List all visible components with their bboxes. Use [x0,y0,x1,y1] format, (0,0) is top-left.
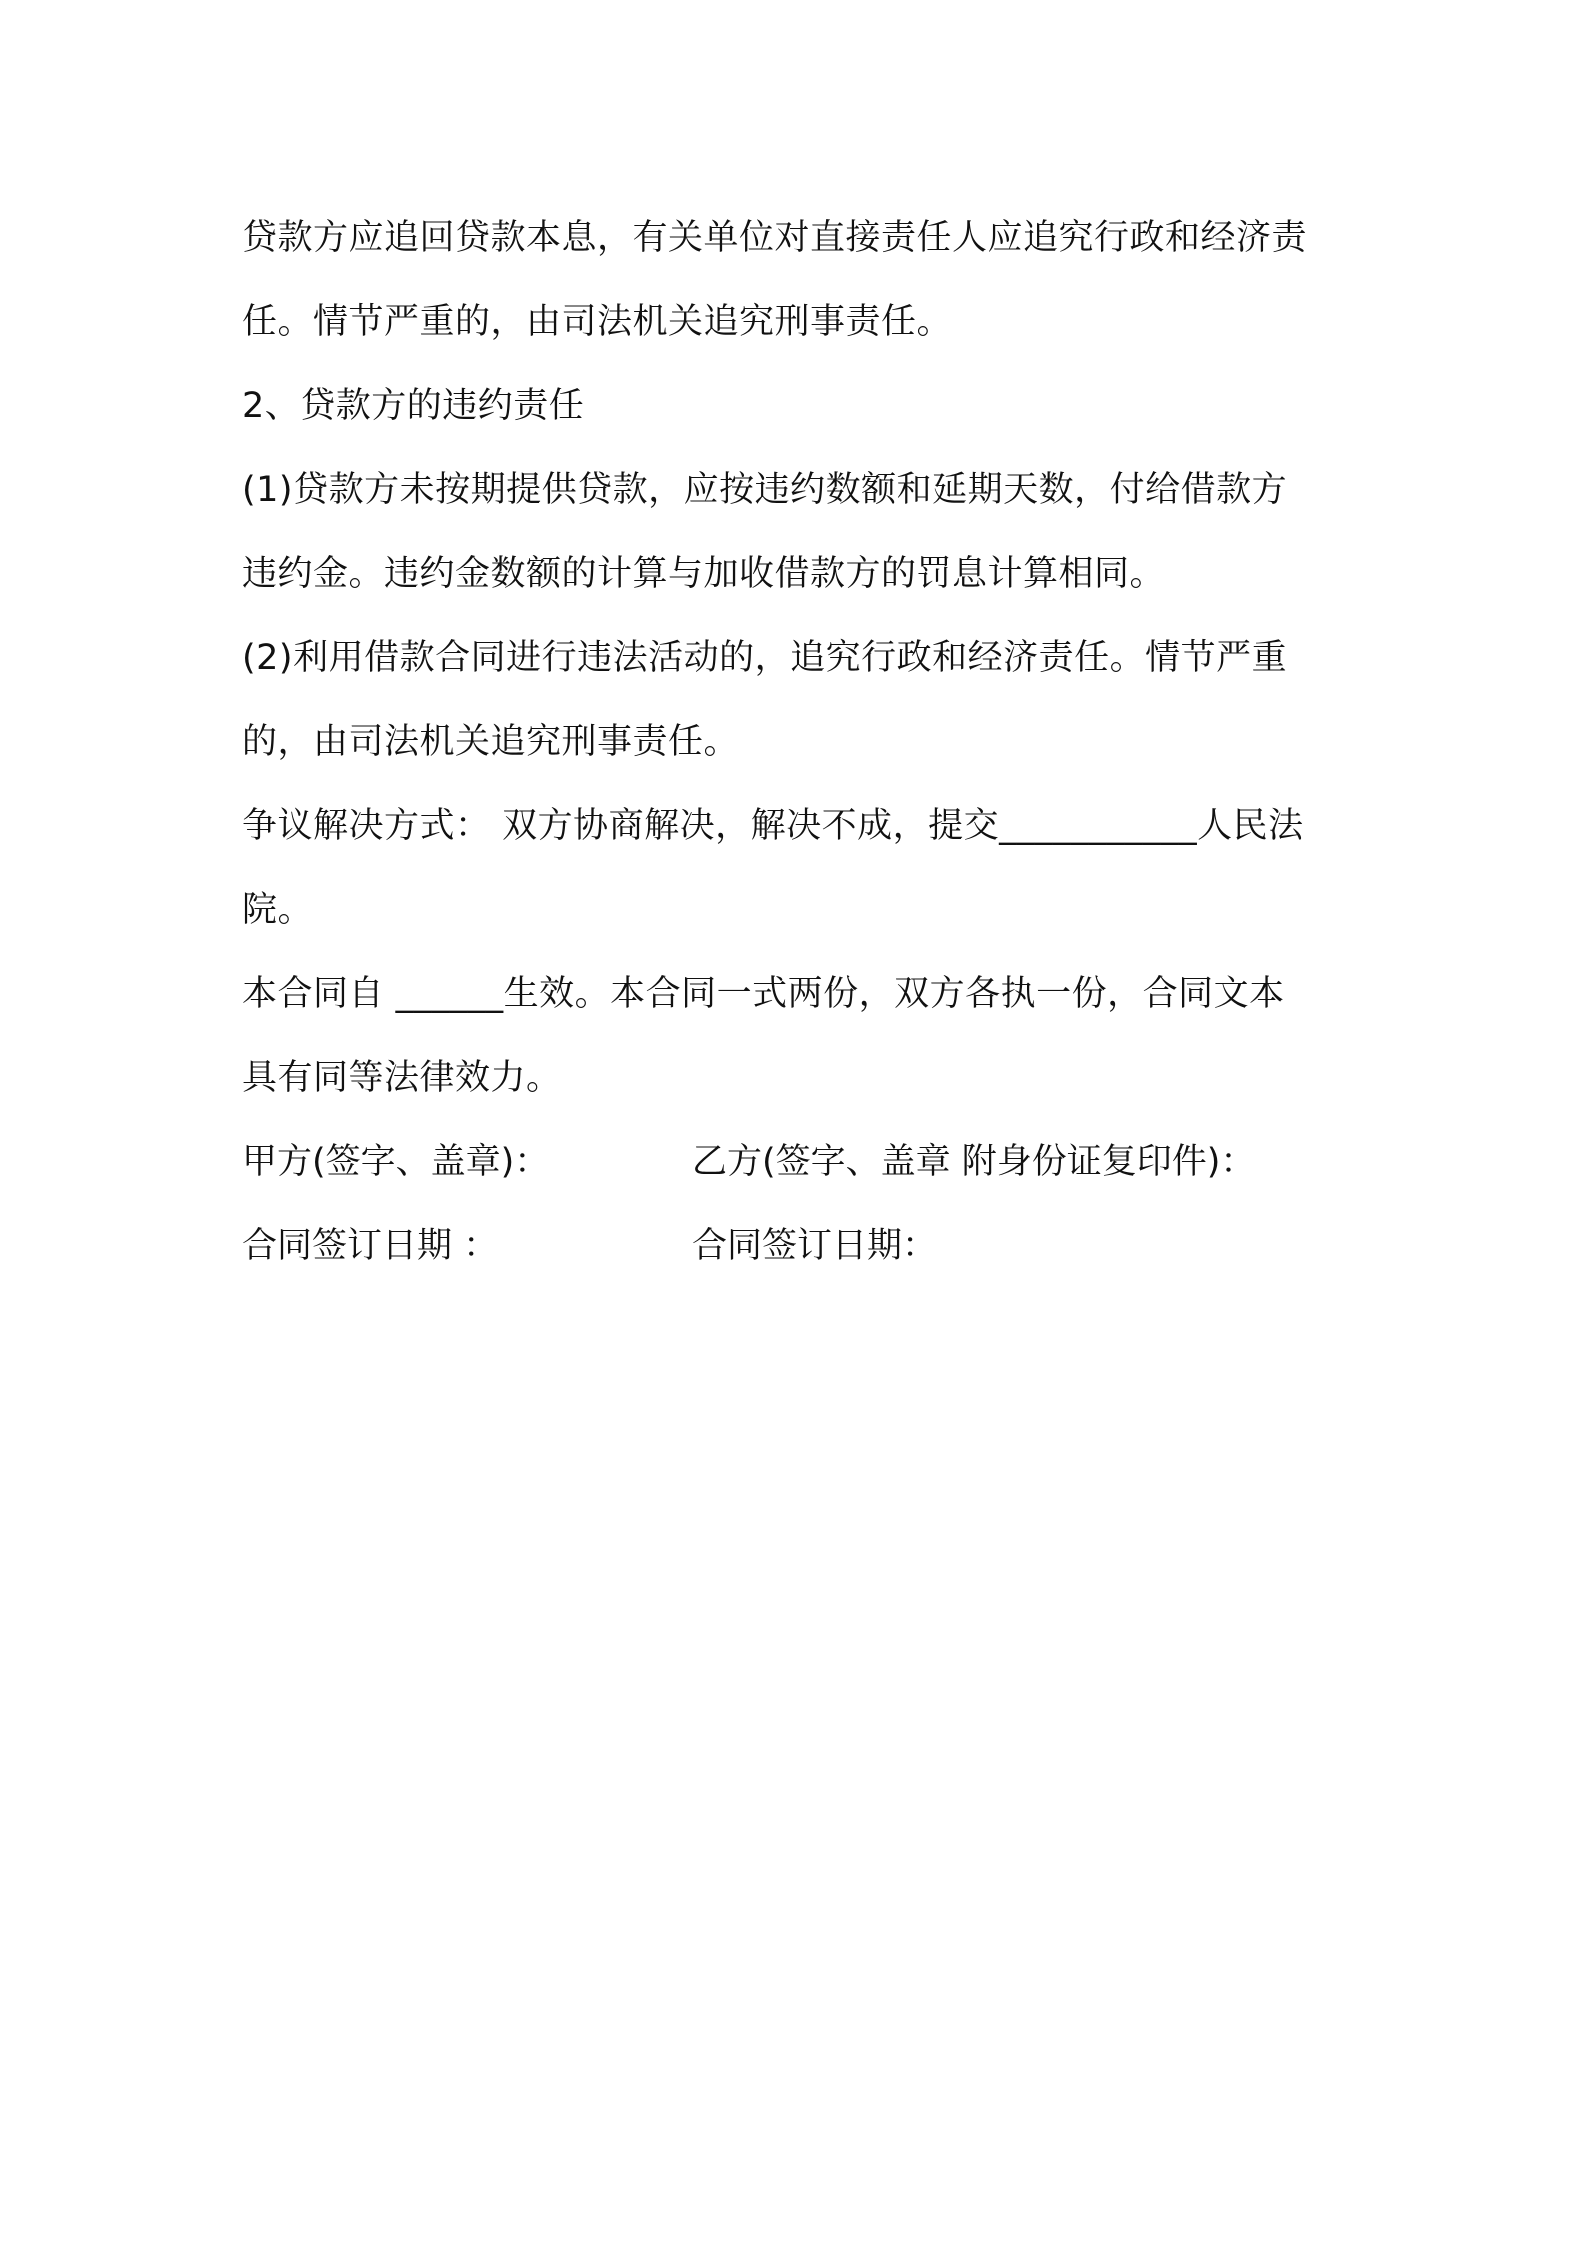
section-heading: 2、贷款方的违约责任 [242,386,585,426]
dispute-resolution-line: 争议解决方式： 双方协商解决，解决不成，提交___________人民法 [242,806,1304,846]
text-line: 的，由司法机关追究刑事责任。 [242,722,740,762]
effective-date-line: 本合同自 ______生效。本合同一式两份，双方各执一份，合同文本 [242,974,1285,1014]
party-a-date-label: 合同签订日期 ： [242,1226,499,1266]
text-line: (1)贷款方未按期提供贷款，应按违约数额和延期天数，付给借款方 [242,470,1288,510]
signature-row [242,1120,1362,1204]
text-line: 贷款方应追回贷款本息，有关单位对直接责任人应追究行政和经济责 [242,218,1308,258]
party-b-signature-label: 乙方(签字、盖章 附身份证复印件)： [692,1142,1256,1182]
document-body [242,196,1362,1288]
text-line: 院。 [242,890,314,930]
text-line: 违约金。违约金数额的计算与加收借款方的罚息计算相同。 [242,554,1166,594]
signing-date-row [242,1204,1362,1288]
text-line: 任。情节严重的，由司法机关追究刑事责任。 [242,302,953,342]
party-b-date-label: 合同签订日期： [692,1226,938,1266]
text-line: 具有同等法律效力。 [242,1058,562,1098]
text-line: (2)利用借款合同进行违法活动的，追究行政和经济责任。情节严重 [242,638,1288,678]
party-a-signature-label: 甲方(签字、盖章)： [242,1142,550,1182]
